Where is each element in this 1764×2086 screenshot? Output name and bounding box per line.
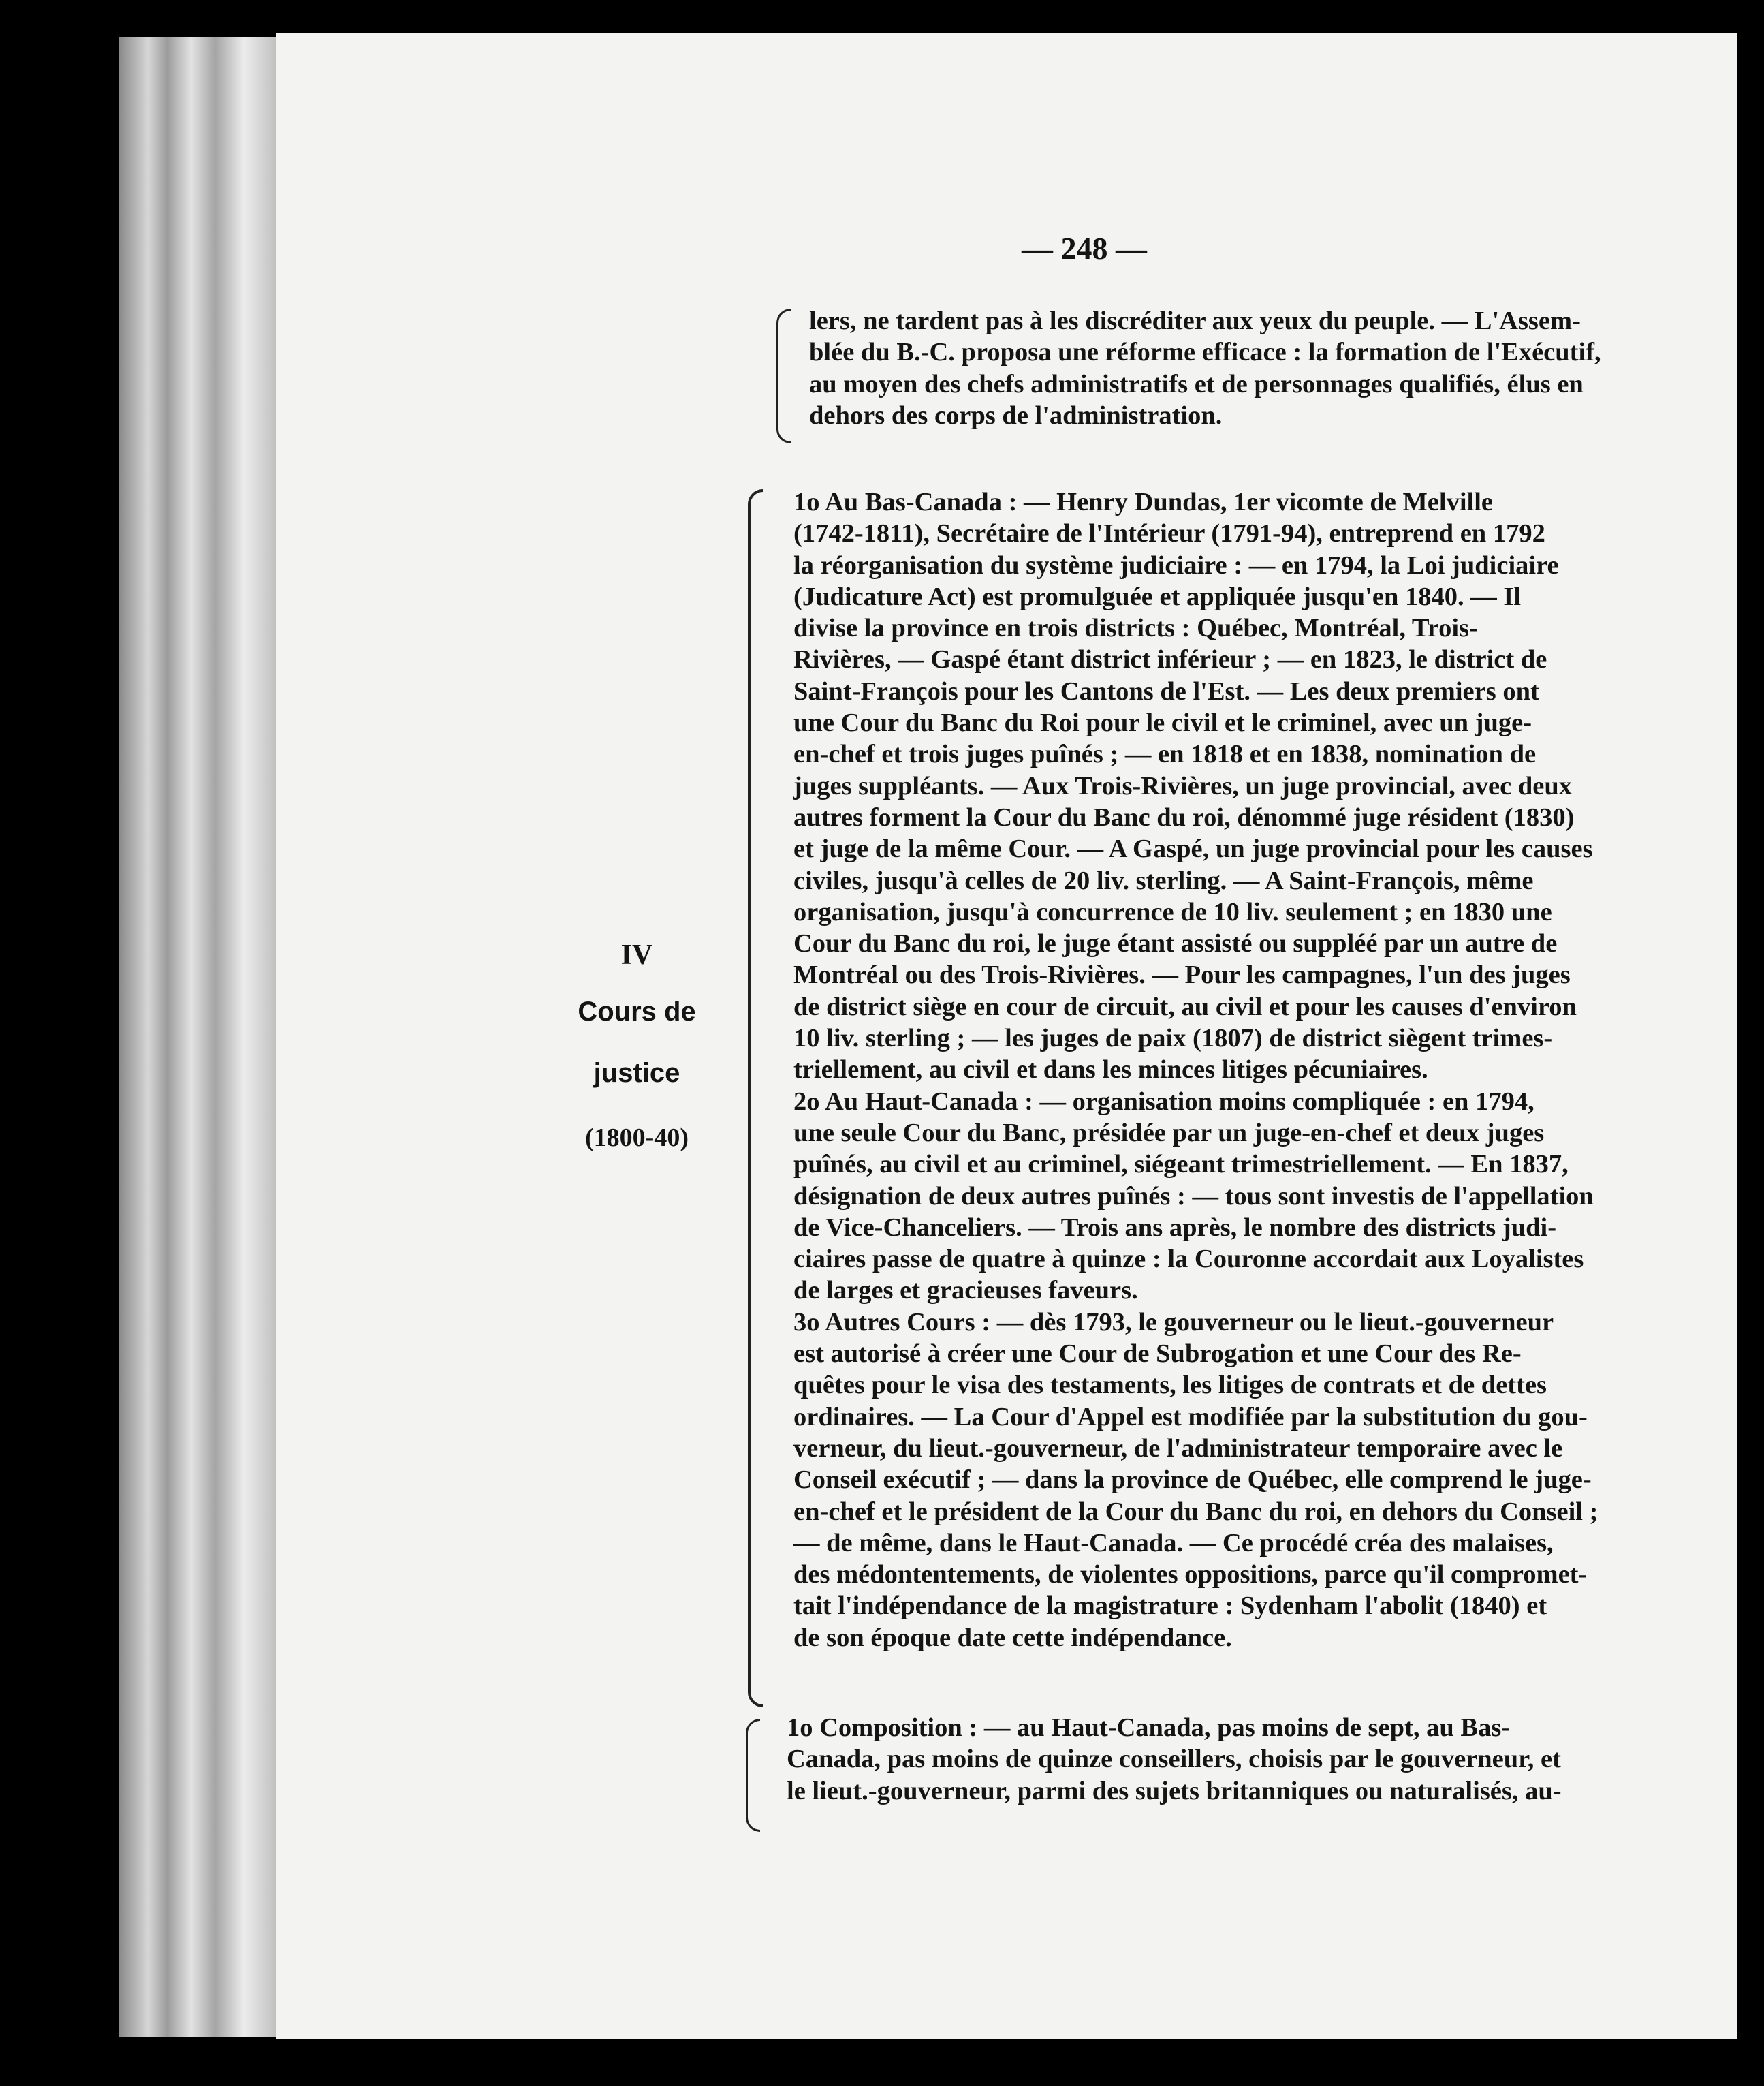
text-line: Saint-François pour les Cantons de l'Est. — Les deux premiers ont bbox=[793, 676, 1539, 706]
book-page bbox=[276, 33, 1737, 2039]
text-line: triellement, au civil et dans les minces litiges pécuniaires. bbox=[793, 1055, 1428, 1085]
text-line: (Judicature Act) est promulguée et appliquée jusqu'en 1840. — Il bbox=[793, 582, 1522, 611]
text-line: (1742-1811), Secrétaire de l'Intérieur (1791-94), entreprend en 1792 bbox=[793, 519, 1545, 548]
section-years: (1800-40) bbox=[585, 1123, 689, 1152]
bracket bbox=[746, 1719, 760, 1832]
text-line: Montréal ou des Trois-Rivières. — Pour les campagnes, l'un des juges bbox=[793, 961, 1571, 990]
bracket bbox=[776, 309, 791, 443]
text-line: une seule Cour du Banc, présidée par un juge-en-chef et deux juges bbox=[793, 1118, 1545, 1147]
text-line: de larges et gracieuses faveurs. bbox=[793, 1276, 1138, 1305]
section-title-line2: justice bbox=[593, 1058, 680, 1088]
text-line: tait l'indépendance de la magistrature : Sydenham l'abolit (1840) et bbox=[793, 1591, 1547, 1621]
text-line: Canada, pas moins de quinze conseillers, choisis par le gouverneur, et bbox=[787, 1745, 1561, 1774]
text-line: des médontentements, de violentes oppositions, parce qu'il compromet- bbox=[793, 1560, 1588, 1589]
text-line: 2o Au Haut-Canada : — organisation moins compliquée : en 1794, bbox=[793, 1087, 1534, 1116]
text-line: quêtes pour le visa des testaments, les litiges de contrats et de dettes bbox=[793, 1371, 1547, 1400]
text-line: autres forment la Cour du Banc du roi, dénommé juge résident (1830) bbox=[793, 803, 1575, 832]
text-line: civiles, jusqu'à celles de 20 liv. sterling. — A Saint-François, même bbox=[793, 866, 1534, 895]
text-line: et juge de la même Cour. — A Gaspé, un juge provincial pour les causes bbox=[793, 835, 1593, 864]
text-line: 10 liv. sterling ; — les juges de paix (1807) de district siègent trimes- bbox=[793, 1024, 1553, 1053]
page-number: — 248 — bbox=[1022, 231, 1147, 266]
text-line: de son époque date cette indépendance. bbox=[793, 1623, 1232, 1652]
text-line: verneur, du lieut.-gouverneur, de l'administrateur temporaire avec le bbox=[793, 1433, 1563, 1463]
text-line: une Cour du Banc du Roi pour le civil et le criminel, avec un juge- bbox=[793, 709, 1532, 738]
intro-paragraph bbox=[809, 305, 1764, 431]
text-line: juges suppléants. — Aux Trois-Rivières, un juge provincial, avec deux bbox=[793, 771, 1573, 800]
text-line: ciaires passe de quatre à quinze : la Couronne accordait aux Loyalistes bbox=[793, 1245, 1584, 1274]
text-line: puînés, au civil et au criminel, siégeant trimestriellement. — En 1837, bbox=[793, 1150, 1569, 1179]
section-body bbox=[793, 486, 1764, 1653]
text-line: de Vice-Chanceliers. — Trois ans après, le nombre des districts judi- bbox=[793, 1213, 1557, 1242]
book-gutter bbox=[119, 37, 279, 2037]
next-section bbox=[787, 1712, 1764, 1807]
text-line: Cour du Banc du roi, le juge étant assisté ou suppléé par un autre de bbox=[793, 929, 1558, 959]
text-line: 1o Au Bas-Canada : — Henry Dundas, 1er vicomte de Melville bbox=[793, 488, 1493, 516]
text-line: la réorganisation du système judiciaire : — en 1794, la Loi judiciaire bbox=[793, 550, 1559, 580]
text-line: Rivières, — Gaspé étant district inférieur ; — en 1823, le district de bbox=[793, 645, 1547, 674]
text-line: Conseil exécutif ; — dans la province de Québec, elle comprend le juge- bbox=[793, 1465, 1592, 1495]
section-numeral: IV bbox=[620, 939, 653, 971]
text-line: ordinaires. — La Cour d'Appel est modifiée par la substitution du gou- bbox=[793, 1402, 1588, 1431]
text-line: divise la province en trois districts : Québec, Montréal, Trois- bbox=[793, 614, 1478, 643]
section-brace bbox=[748, 489, 763, 1707]
section-title-line1: Cours de bbox=[578, 997, 696, 1027]
text-line: dehors des corps de l'administration. bbox=[809, 401, 1223, 430]
text-line: de district siège en cour de circuit, au civil et pour les causes d'environ bbox=[793, 992, 1577, 1021]
text-line: 1o Composition : — au Haut-Canada, pas moins de sept, au Bas- bbox=[787, 1713, 1511, 1742]
text-line: désignation de deux autres puînés : — tous sont investis de l'appellation bbox=[793, 1181, 1594, 1211]
text-line: est autorisé à créer une Cour de Subrogation et une Cour des Re- bbox=[793, 1339, 1522, 1369]
text-line: 3o Autres Cours : — dès 1793, le gouverneur ou le lieut.-gouverneur bbox=[793, 1307, 1554, 1337]
text-line: — de même, dans le Haut-Canada. — Ce procédé créa des malaises, bbox=[793, 1528, 1554, 1557]
text-line: organisation, jusqu'à concurrence de 10 liv. seulement ; en 1830 une bbox=[793, 897, 1552, 927]
text-line: blée du B.-C. proposa une réforme efficace : la formation de l'Exécutif, bbox=[809, 338, 1601, 367]
text-line: au moyen des chefs administratifs et de personnages qualifiés, élus en bbox=[809, 369, 1584, 399]
text-line: le lieut.-gouverneur, parmi des sujets britanniques ou naturalisés, au- bbox=[787, 1776, 1562, 1805]
text-line: en-chef et trois juges puînés ; — en 1818 et en 1838, nomination de bbox=[793, 740, 1537, 769]
text-line: lers, ne tardent pas à les discréditer aux yeux du peuple. — L'Assem- bbox=[809, 307, 1581, 335]
text-line: en-chef et le président de la Cour du Banc du roi, en dehors du Conseil ; bbox=[793, 1497, 1598, 1526]
